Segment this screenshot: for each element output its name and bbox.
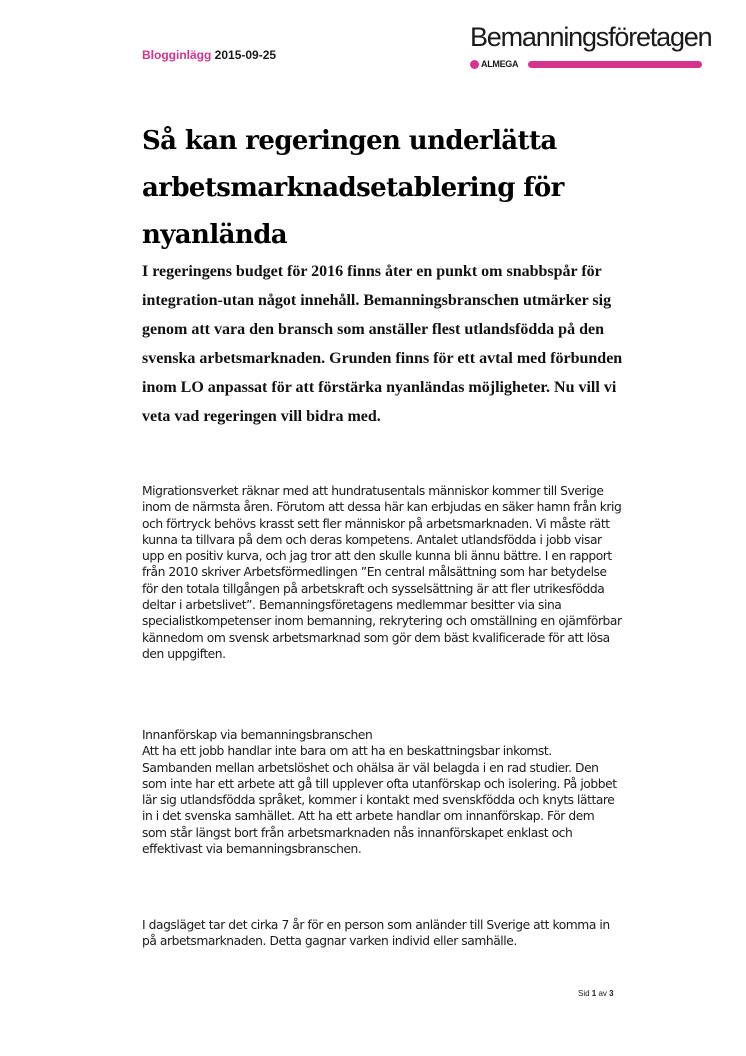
body-section-2 — [142, 727, 622, 857]
kicker-date: 2015-09-25 — [214, 48, 277, 62]
logo-wordmark: Bemanningsföretagen — [470, 22, 712, 52]
page-number — [578, 989, 614, 998]
kicker-label: Blogginlägg — [142, 48, 212, 62]
body-paragraph-2: Att ha ett jobb handlar inte bara om att ha en beskattningsbar inkomst. Sambanden mellan arbetslöshet och ohälsa är väl belagda i en rad studier. Den som inte har ett arbete att gå till upplever ofta utanförskap och isolering. På jobbet lär sig utlandsfödda språket, kommer i kontakt med svenskfödda och knyts lättare in i det svenska samhället. Att ha ett arbete handlar om innanförskap. För dem som står längst bort från arbetsmarknaden nås innanförskapet enklast och effektivast via bemanningsbranschen. — [142, 744, 617, 857]
logo-subtitle: ALMEGA — [481, 59, 519, 69]
logo-dot-icon — [470, 60, 479, 69]
company-logo — [470, 22, 712, 74]
logo-accent-bar — [470, 60, 702, 69]
article-lead: I regeringens budget för 2016 finns åter en punkt om snabbspår för integration-utan något innehåll. Bemanningsbranschen utmärker sig genom att vara den bransch som anställer flest utlandsfödda på den svenska arbetsmarknaden. Grunden finns för ett avtal med förbunden inom LO anpassat för att förstärka nyanländas möjligheter. Nu vill vi veta vad regeringen vill bidra med. — [142, 263, 623, 425]
article-title: Så kan regeringen underlätta arbetsmarknadsetablering för nyanlända — [142, 126, 564, 250]
section-subheading: Innanförskap via bemanningsbranschen — [142, 728, 373, 742]
logo-accent-line — [528, 61, 702, 68]
document-kicker — [142, 48, 276, 62]
page-total: 3 — [609, 989, 614, 998]
page-current: 1 — [591, 989, 597, 998]
body-paragraph-3: I dagsläget tar det cirka 7 år för en person som anländer till Sverige att komma in på arbetsmarknaden. Detta gagnar varken individ eller samhälle. — [142, 918, 610, 949]
body-paragraph-1: Migrationsverket räknar med att hundratusentals människor kommer till Sverige inom de närmsta åren. Förutom att dessa här kan erbjudas en säker hamn från krig och förtryck behövs krasst sett fler människor på arbetsmarknaden. Vi måste rätt kunna ta tillvara på dem och deras kompetens. Antalet utlandsfödda i jobb visar upp en positiv kurva, och jag tror att den skulle kunna bli ännu bättre. I en rapport från 2010 skriver Arbetsförmedlingen ”En central målsättning som har betydelse för den totala tillgången på arbetskraft och sysselsättning är att fler utrikesfödda deltar i arbetslivet”. Bemanningsföretagens medlemmar besitter via sina specialistkompetenser inom bemanning, rekrytering och omställning en ojämförbar kännedom om svensk arbetsmarknad som gör dem bäst kvalificerade för att lösa den uppgiften. — [142, 484, 622, 661]
page-word: Sid — [578, 989, 590, 998]
page-of: av — [598, 989, 607, 998]
